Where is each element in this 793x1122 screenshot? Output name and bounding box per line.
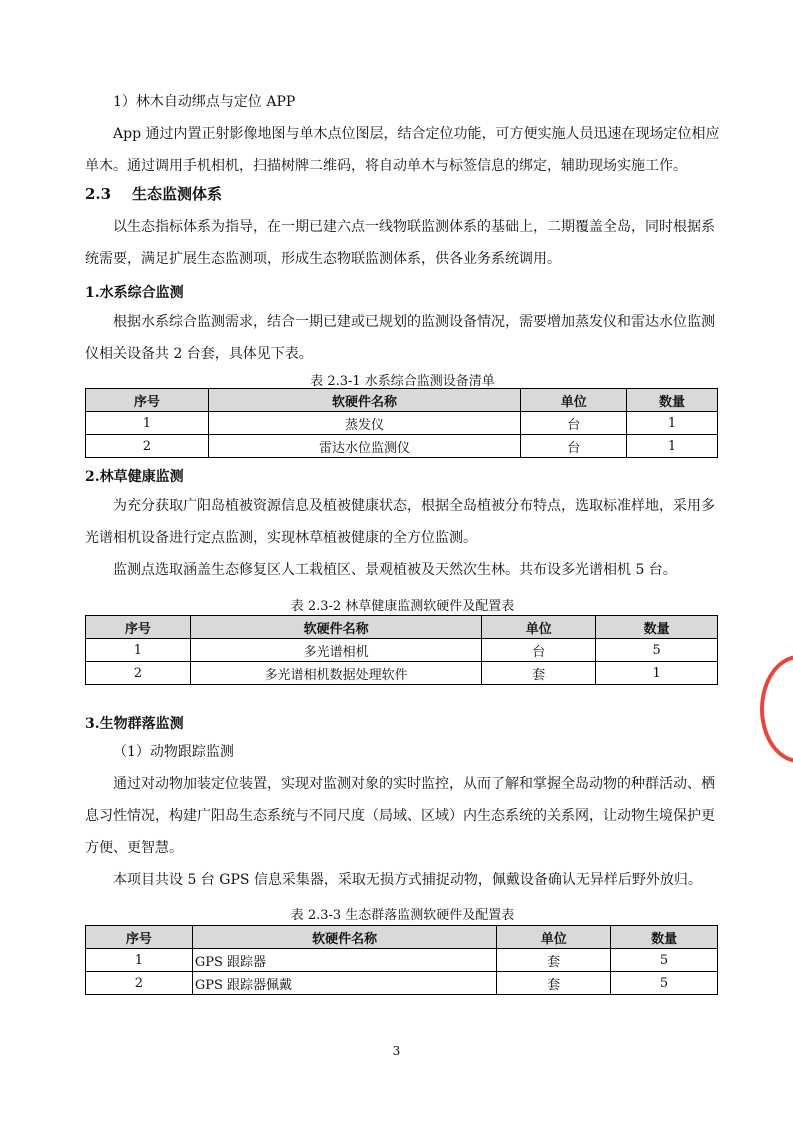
table-row xyxy=(86,639,718,662)
table-cell: 1 xyxy=(596,662,718,685)
table-cell: 雷达水位监测仪 xyxy=(208,435,520,458)
table-cell: 1 xyxy=(86,412,209,435)
table-cell: 2 xyxy=(86,435,209,458)
table-cell: 多光谱相机 xyxy=(190,639,482,662)
water-heading: 1.水系综合监测 xyxy=(85,285,184,301)
table-cell: GPS 跟踪器 xyxy=(192,949,497,972)
table-cell: 多光谱相机数据处理软件 xyxy=(190,662,482,685)
table-header-row xyxy=(86,389,718,412)
water-table-caption: 表 2.3-1 水系综合监测设备清单 xyxy=(310,374,495,389)
column-header: 数量 xyxy=(596,616,718,639)
table-cell: 1 xyxy=(627,435,718,458)
column-header: 序号 xyxy=(86,926,193,949)
table-row xyxy=(86,435,718,458)
water-table xyxy=(85,388,718,458)
column-header: 单位 xyxy=(521,389,627,412)
forest-paragraph-2: 监测点选取涵盖生态修复区人工栽植区、景观植被及天然次生林。共布设多光谱相机 5 台。 xyxy=(113,562,677,578)
table-cell: 套 xyxy=(497,972,611,995)
column-header: 软硬件名称 xyxy=(208,389,520,412)
section-number: 2.3 xyxy=(85,185,112,203)
table-cell: 台 xyxy=(521,412,627,435)
bio-subheading: （1）动物跟踪监测 xyxy=(113,744,234,760)
forest-paragraph-1: 为充分获取广阳岛植被资源信息及植被健康状态，根据全岛植被分布特点，选取标准样地，采用多光谱相机设备进行定点监测，实现林草植被健康的全方位监测。 xyxy=(85,498,715,546)
app-paragraph: App 通过内置正射影像地图与单木点位图层，结合定位功能，可方便实施人员迅速在现场定位相应单木。通过调用手机相机，扫描树牌二维码，将自动单木与标签信息的绑定，辅助现场实施工作。 xyxy=(85,126,720,174)
table-cell: 套 xyxy=(482,662,596,685)
table-cell: 1 xyxy=(627,412,718,435)
column-header: 数量 xyxy=(611,926,718,949)
forest-table-caption: 表 2.3-2 林草健康监测软硬件及配置表 xyxy=(290,599,515,614)
table-row xyxy=(86,949,718,972)
table-row xyxy=(86,972,718,995)
table-cell: 5 xyxy=(611,972,718,995)
section-title: 生态监测体系 xyxy=(132,185,223,203)
page-number: 3 xyxy=(392,1044,401,1058)
bio-table xyxy=(85,925,718,995)
table-cell: GPS 跟踪器佩戴 xyxy=(192,972,497,995)
table-cell: 1 xyxy=(86,639,191,662)
bio-paragraph-2: 本项目共设 5 台 GPS 信息采集器，采取无损方式捕捉动物，佩戴设备确认无异样后野外放归。 xyxy=(113,872,702,888)
table-cell: 台 xyxy=(482,639,596,662)
seal-stamp xyxy=(760,655,793,763)
bio-heading: 3.生物群落监测 xyxy=(85,716,184,732)
section-heading-2-3 xyxy=(85,183,222,204)
section-2-3-paragraph: 以生态指标体系为指导，在一期已建六点一线物联监测体系的基础上，二期覆盖全岛，同时根据系统需要，满足扩展生态监测项，形成生态物联监测体系，供各业务系统调用。 xyxy=(85,219,715,267)
table-cell: 套 xyxy=(497,949,611,972)
table-cell: 5 xyxy=(611,949,718,972)
column-header: 数量 xyxy=(627,389,718,412)
bio-paragraph-1: 通过对动物加装定位装置，实现对监测对象的实时监控，从而了解和掌握全岛动物的种群活动、栖息习性情况，构建广阳岛生态系统与不同尺度（局域、区域）内生态系统的关系网，让动物生境保护更方便、更智慧。 xyxy=(85,776,715,856)
water-paragraph: 根据水系综合监测需求，结合一期已建或已规划的监测设备情况，需要增加蒸发仪和雷达水位监测仪相关设备共 2 台套，具体见下表。 xyxy=(85,314,715,362)
table-cell: 5 xyxy=(596,639,718,662)
table-cell: 蒸发仪 xyxy=(208,412,520,435)
table-cell: 台 xyxy=(521,435,627,458)
table-cell: 1 xyxy=(86,949,193,972)
table-row xyxy=(86,662,718,685)
column-header: 单位 xyxy=(497,926,611,949)
column-header: 软硬件名称 xyxy=(192,926,497,949)
column-header: 序号 xyxy=(86,616,191,639)
table-row xyxy=(86,412,718,435)
table-header-row xyxy=(86,926,718,949)
column-header: 序号 xyxy=(86,389,209,412)
column-header: 软硬件名称 xyxy=(190,616,482,639)
table-cell: 2 xyxy=(86,972,193,995)
table-header-row xyxy=(86,616,718,639)
app-heading: 1）林木自动绑点与定位 APP xyxy=(113,94,296,110)
forest-heading: 2.林草健康监测 xyxy=(85,469,184,485)
column-header: 单位 xyxy=(482,616,596,639)
table-cell: 2 xyxy=(86,662,191,685)
forest-table xyxy=(85,615,718,685)
bio-table-caption: 表 2.3-3 生态群落监测软硬件及配置表 xyxy=(290,908,515,923)
